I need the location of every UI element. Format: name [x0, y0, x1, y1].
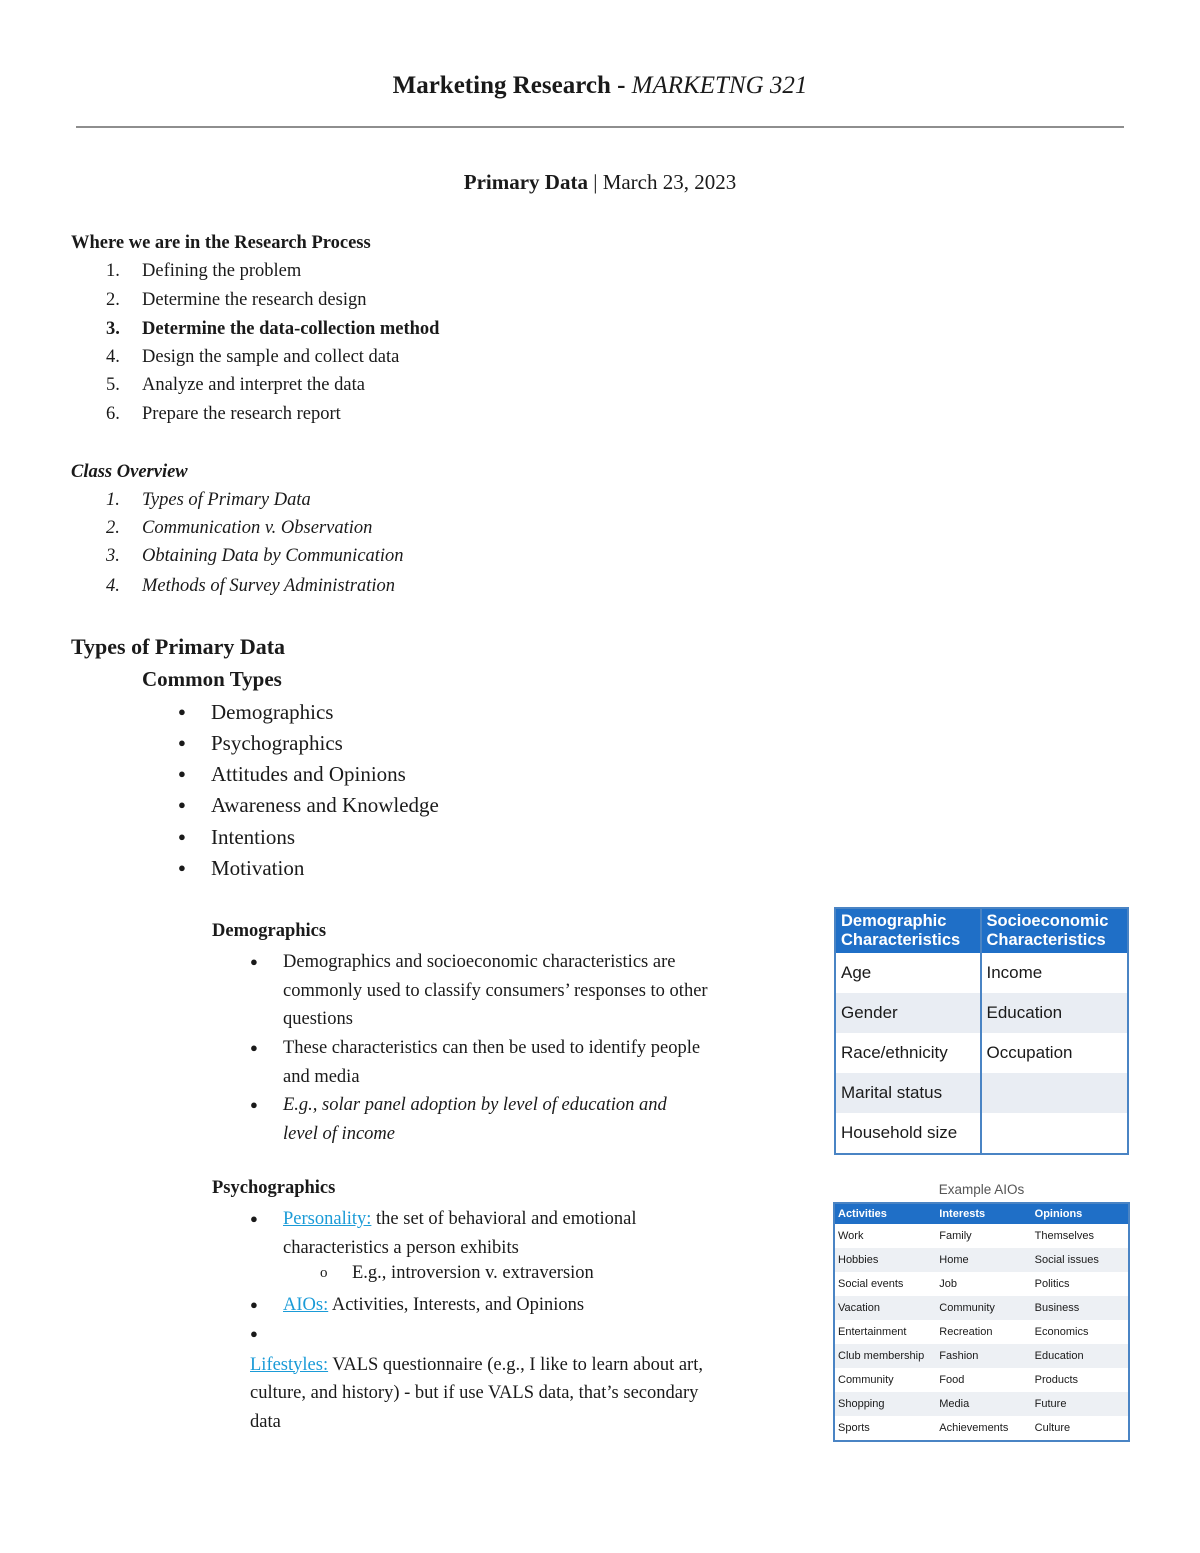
list-item-current: 3. Determine the data-collection method: [106, 319, 440, 339]
list-item: ● Intentions: [178, 825, 295, 849]
class-overview-heading: Class Overview: [71, 462, 188, 482]
course-title: Marketing Research -: [392, 72, 626, 99]
list-item: 3. Obtaining Data by Communication: [106, 546, 404, 566]
list-item: ● Attitudes and Opinions: [178, 762, 406, 786]
list-item: ● Demographics and socioeconomic characteristics are commonly used to classify consumers’ responses to other questions: [250, 952, 708, 1029]
course-code: MARKETNG 321: [631, 72, 808, 99]
table-header-cell: Demographic Characteristics: [836, 909, 982, 953]
list-item: ● These characteristics can then be used to identify people and media: [250, 1038, 701, 1087]
list-item: 2. Communication v. Observation: [106, 518, 373, 538]
list-item: ● AIOs: Activities, Interests, and Opinions: [250, 1295, 585, 1315]
session-line: [0, 170, 1200, 195]
table-header-row: Activities Interests Opinions: [835, 1204, 1128, 1224]
table-row: Entertainment Recreation Economics: [838, 1326, 1089, 1338]
section-heading: Types of Primary Data: [71, 634, 286, 659]
list-item: ● Psychographics: [178, 731, 343, 755]
list-item: 6. Prepare the research report: [106, 404, 341, 424]
list-item: 1. Types of Primary Data: [106, 490, 311, 510]
table-header-row: [836, 909, 1127, 953]
table-header-cell: Socioeconomic Characteristics: [986, 912, 1109, 949]
aio-table-caption: Example AIOs: [938, 1182, 1025, 1197]
list-item: ●Lifestyles: VALS questionnaire (e.g., I like to learn about art, culture, and history) - but if use VALS data, that’s secondary data: [250, 1326, 703, 1432]
list-item: 5. Analyze and interpret the data: [106, 375, 365, 395]
table-row: Shopping Media Future: [835, 1392, 1128, 1416]
subsection-heading: Common Types: [142, 667, 282, 691]
list-item: 2. Determine the research design: [106, 290, 367, 310]
document-title: [0, 72, 1200, 100]
table-row: Marital status: [836, 1073, 1127, 1113]
list-item: 1. Defining the problem: [106, 261, 302, 281]
list-item: ● Awareness and Knowledge: [178, 793, 439, 817]
personality-link[interactable]: Personality:: [283, 1209, 372, 1229]
list-item: ● Demographics: [178, 700, 334, 724]
demographics-heading: Demographics: [212, 921, 327, 941]
list-item: ● E.g., solar panel adoption by level of education and level of income: [250, 1095, 667, 1144]
session-date: March 23, 2023: [602, 170, 737, 194]
list-item: 4. Design the sample and collect data: [106, 347, 400, 367]
table-row: Social events Job Politics: [838, 1278, 1070, 1290]
table-row: Sports Achievements Culture: [838, 1422, 1071, 1434]
table-row: Gender Education: [836, 993, 1127, 1033]
table-row: Vacation Community Business: [835, 1296, 1128, 1320]
header-divider: [76, 126, 1124, 128]
table-row: Hobbies Home Social issues: [835, 1248, 1128, 1272]
session-topic: Primary Data: [463, 170, 588, 194]
table-row: Household size: [836, 1113, 1127, 1153]
table-row: Work Family Themselves: [838, 1230, 1094, 1242]
session-separator: |: [593, 170, 598, 194]
list-item: ● Motivation: [178, 856, 305, 880]
aio-examples-table: [833, 1202, 1130, 1442]
aios-link[interactable]: AIOs:: [283, 1295, 329, 1315]
table-row: Community Food Products: [838, 1374, 1079, 1386]
list-item: ● Personality: the set of behavioral and emotional characteristics a person exhibits: [250, 1209, 637, 1258]
research-process-heading: Where we are in the Research Process: [71, 233, 371, 253]
list-item: 4. Methods of Survey Administration: [106, 576, 395, 596]
demographic-characteristics-table: [834, 907, 1129, 1155]
table-row: Club membership Fashion Education: [835, 1344, 1128, 1368]
sub-list-item: o E.g., introversion v. extraversion: [320, 1263, 594, 1283]
psychographics-heading: Psychographics: [212, 1178, 336, 1198]
lifestyles-link[interactable]: Lifestyles:: [250, 1354, 329, 1375]
table-row: Age Income: [836, 953, 1127, 993]
table-row: Race/ethnicity Occupation: [836, 1033, 1127, 1073]
